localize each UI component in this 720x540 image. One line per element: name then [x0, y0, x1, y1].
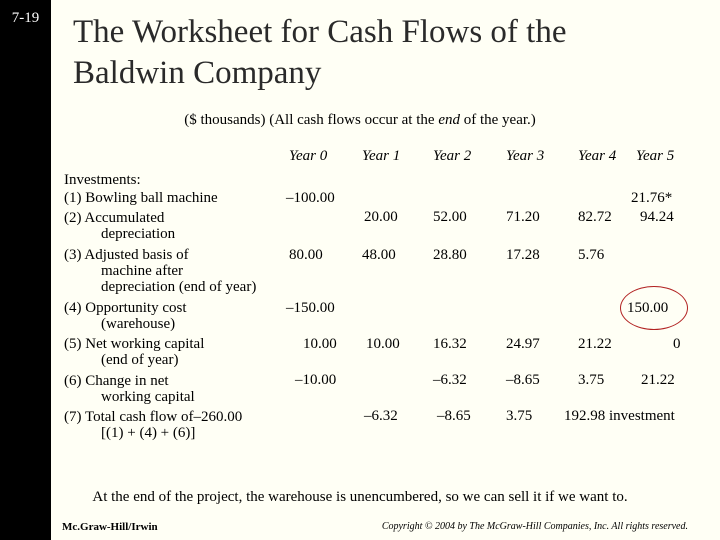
- label-row-5-cont: (end of year): [101, 352, 179, 368]
- row-1-year-5: 21.76*: [631, 190, 673, 206]
- year-header-2: Year 2: [433, 148, 472, 164]
- label-row-4: (4) Opportunity cost: [64, 300, 187, 316]
- row-5-year-5: 0: [673, 336, 681, 352]
- label-row-7-text: (7) Total cash flow of: [64, 409, 194, 425]
- year-header-3: Year 3: [506, 148, 545, 164]
- row-6-year-5: 21.22: [641, 372, 675, 388]
- row-3-year-1: 48.00: [362, 247, 396, 263]
- row-2-year-2: 52.00: [433, 209, 467, 225]
- label-row-4-cont: (warehouse): [101, 316, 176, 332]
- label-row-7-cont: [(1) + (4) + (6)]: [101, 425, 196, 441]
- slide-sidebar: [0, 0, 51, 540]
- publisher-logo: Mc.Graw-Hill/Irwin: [62, 521, 158, 533]
- label-row-7: [64, 409, 242, 425]
- label-row-3-cont-1: machine after: [101, 263, 184, 279]
- row-3-year-3: 17.28: [506, 247, 540, 263]
- label-row-5: (5) Net working capital: [64, 336, 205, 352]
- slide-number: 7-19: [11, 10, 40, 26]
- highlight-circle: [620, 286, 688, 330]
- label-row-2-cont: depreciation: [101, 226, 176, 242]
- label-row-3: (3) Adjusted basis of: [64, 247, 189, 263]
- row-5-year-3: 24.97: [506, 336, 540, 352]
- title-line-2: Baldwin Company: [73, 55, 322, 91]
- label-row-2: (2) Accumulated: [64, 210, 165, 226]
- title-line-1: The Worksheet for Cash Flows of the: [73, 14, 567, 50]
- row-2-year-3: 71.20: [506, 209, 540, 225]
- label-row-1: (1) Bowling ball machine: [64, 190, 218, 206]
- year-header-5: Year 5: [636, 148, 675, 164]
- label-row-6: (6) Change in net: [64, 373, 169, 389]
- row-4-year-5: 150.00: [627, 300, 669, 316]
- row-7-year-4: 3.75: [506, 408, 533, 424]
- row-5-year-4: 21.22: [578, 336, 612, 352]
- year-header-1: Year 1: [362, 148, 401, 164]
- row-2-year-4: 82.72: [578, 209, 612, 225]
- row-2-year-5: 94.24: [640, 209, 674, 225]
- footnote: At the end of the project, the warehouse is unencumbered, so we can sell it if we want to.: [92, 489, 628, 505]
- subtitle-suffix: of the year.): [463, 112, 536, 128]
- row-7-year-5: 192.98 investment: [564, 408, 675, 424]
- row-6-year-0: –10.00: [295, 372, 337, 388]
- row-6-year-3: –8.65: [506, 372, 540, 388]
- row-1-year-0: –100.00: [286, 190, 335, 206]
- row-3-year-0: 80.00: [289, 247, 323, 263]
- year-header-0: Year 0: [289, 148, 328, 164]
- row-2-year-1: 20.00: [364, 209, 398, 225]
- label-row-6-cont: working capital: [101, 389, 195, 405]
- copyright-notice: Copyright © 2004 by The McGraw-Hill Companies, Inc. All rights reserved.: [381, 521, 688, 532]
- row-5-year-0: 10.00: [303, 336, 337, 352]
- row-6-year-2: –6.32: [433, 372, 467, 388]
- row-7-year-3: –8.65: [437, 408, 471, 424]
- subtitle: [0, 112, 720, 129]
- row-5-year-1: 10.00: [366, 336, 400, 352]
- row-3-year-2: 28.80: [433, 247, 467, 263]
- subtitle-emphasis: end: [438, 112, 460, 128]
- row-5-year-2: 16.32: [433, 336, 467, 352]
- row-4-year-0: –150.00: [286, 300, 335, 316]
- row-6-year-4: 3.75: [578, 372, 605, 388]
- slide-title: [73, 12, 693, 94]
- label-investments: Investments:: [64, 172, 141, 188]
- row-7-year-0: –260.00: [193, 409, 243, 425]
- row-7-year-2: –6.32: [364, 408, 398, 424]
- row-3-year-4: 5.76: [578, 247, 605, 263]
- label-row-3-cont-2: depreciation (end of year): [101, 279, 257, 295]
- subtitle-prefix: ($ thousands) (All cash flows occur at the: [184, 112, 435, 128]
- year-header-4: Year 4: [578, 148, 617, 164]
